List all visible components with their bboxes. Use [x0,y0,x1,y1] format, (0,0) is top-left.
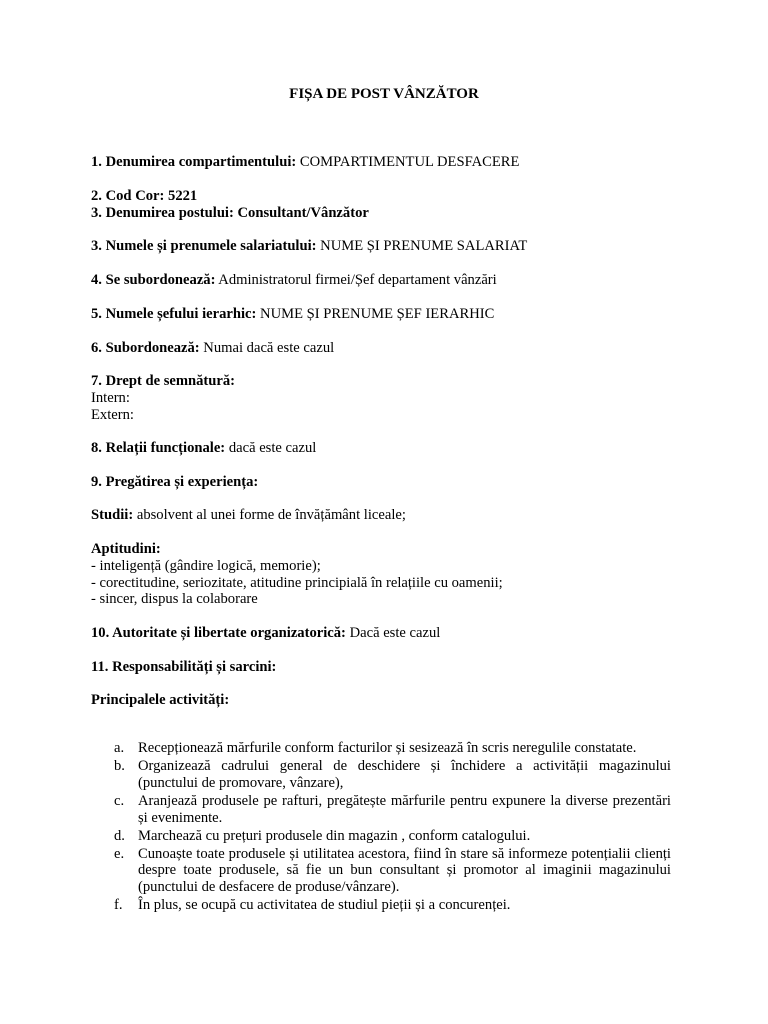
section-3-title-label: 3. Denumirea postului: Consultant/Vânzător [91,204,369,221]
section-4-value: Administratorul firmei/Șef departament vânzări [215,272,497,288]
studii-value: absolvent al unei forme de învățământ liceale; [133,507,406,523]
list-item [114,897,671,914]
principale-label: Principalele activități: [91,692,230,708]
list-item-text: Recepționează mărfurile conform facturilor și sesizează în scris neregulile constatate. [138,740,637,756]
list-item-letter: f. [114,897,123,914]
section-4 [91,272,691,289]
section-5-value: NUME ȘI PRENUME ȘEF IERARHIC [256,306,495,322]
list-item-text: Marchează cu prețuri produsele din magazin , conform catalogului. [138,827,531,844]
section-1-value: COMPARTIMENTUL DESFACERE [296,154,520,170]
studii [91,507,691,524]
section-11 [91,659,691,676]
section-10-label: 10. Autoritate și libertate organizatorică: [91,625,346,641]
aptitudini [91,541,691,608]
section-6 [91,340,691,357]
principale [91,692,691,709]
section-3-employee-label: 3. Numele și prenumele salariatului: [91,238,317,254]
section-5 [91,306,691,323]
section-3-employee-value: NUME ȘI PRENUME SALARIAT [316,238,528,254]
list-item [114,758,671,792]
section-7 [91,373,691,423]
section-11-label: 11. Responsabilități și sarcini: [91,659,277,675]
section-2-label: 2. Cod Cor: 5221 [91,188,198,204]
list-item [114,793,671,827]
list-item-text: Organizează cadrului general de deschidere și închidere a activității magazinului (punctului de promovare, vânzare), [138,757,671,791]
section-8 [91,440,691,457]
section-9-label: 9. Pregătirea și experiența: [91,474,259,490]
list-item-text: Aranjează produsele pe rafturi, pregătește mărfurile pentru expunere la diverse prezentări și evenimente. [138,792,671,826]
aptitudini-item: - corectitudine, seriozitate, atitudine principială în relațiile cu oamenii; [91,574,503,591]
section-9 [91,474,691,491]
list-item-letter: e. [114,845,125,862]
list-item-letter: b. [114,757,125,774]
studii-label: Studii: [91,507,134,523]
aptitudini-item: - inteligență (gândire logică, memorie); [91,557,321,574]
aptitudini-label: Aptitudini: [91,541,161,557]
aptitudini-item: - sincer, dispus la colaborare [91,591,258,608]
section-4-label: 4. Se subordonează: [91,272,216,288]
section-7-label: 7. Drept de semnătură: [91,373,236,389]
section-10-value: Dacă este cazul [345,625,441,641]
section-8-label: 8. Relații funcționale: [91,440,226,456]
list-item [114,846,671,896]
section-1 [91,154,691,171]
section-6-value: Numai dacă este cazul [199,340,335,356]
section-2-3 [91,188,691,222]
section-6-label: 6. Subordonează: [91,340,200,356]
section-7-extern: Extern: [91,406,134,423]
activities-list [114,740,671,915]
list-item-letter: c. [114,792,125,809]
list-item-text: Cunoaște toate produsele și utilitatea acestora, fiind în stare să informeze potențialii clienți despre toate produsele, să fie un bun consultant și promotor al imaginii magazinului (punctului de desfacere de produse/vânzare). [138,845,671,896]
list-item-letter: d. [114,827,125,844]
section-7-intern: Intern: [91,389,130,406]
list-item-letter: a. [114,740,125,756]
list-item [114,740,671,757]
section-1-label: 1. Denumirea compartimentului: [91,154,297,170]
section-3-employee [91,238,691,255]
section-10 [91,625,691,642]
section-8-value: dacă este cazul [225,440,317,456]
list-item [114,828,671,845]
list-item-text: În plus, se ocupă cu activitatea de studiul pieții și a concurenței. [138,897,511,914]
section-5-label: 5. Numele șefului ierarhic: [91,306,257,322]
document-title: FIȘA DE POST VÂNZĂTOR [289,86,479,102]
